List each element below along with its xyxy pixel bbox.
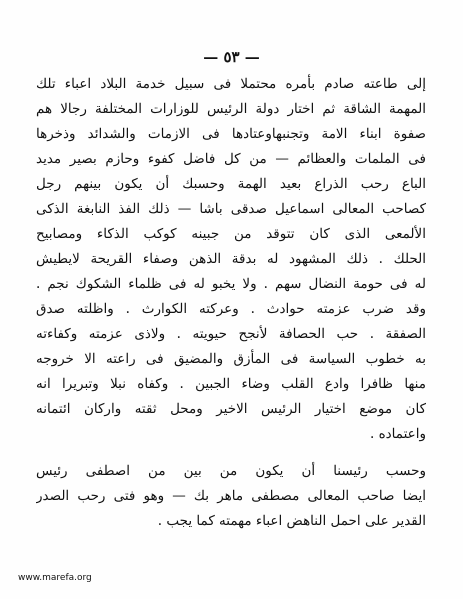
text-line: وحسب رئيسنا أن يكون من بين من اصطفى رئيس	[36, 463, 426, 479]
paragraph-gap	[36, 447, 426, 459]
text-line: واعتماده .	[370, 426, 426, 442]
text-line: كان موضع اختيار الرئيس الاخير ومحل ثقته واركان ائتمانه	[36, 401, 426, 417]
text-line: الصفقة . حب الحصافة لأنجح حيويته . ولاذى عزمته وكفاءته	[36, 326, 426, 342]
page-number: — ٥٣ —	[203, 48, 260, 66]
text-line: الباع رحب الذراع بعيد الهمة وحسبك أن يكون بينهم رجل	[36, 176, 426, 192]
text-line: إلى طاعته صادم بأمره محتملا فى سبيل خدمة البلاد اعباء تلك	[36, 76, 426, 92]
text-line: صفوة ابناء الامة وتجنبهاوعتادها فى الازمات والشدائد وذخرها	[36, 126, 426, 142]
text-line: به خطوب السياسة فى المأزق والمضيق فى راعته الا خروجه	[36, 351, 426, 367]
text-line: فى الملمات والعظائم — من كل فاضل كفوء وحازم بصير مديد	[36, 151, 426, 167]
text-line: الحلك . ذلك المشهود له بدقة الذهن وصفاء القريحة لايطيش	[36, 251, 426, 267]
text-line: المهمة الشاقة ثم اختار دولة الرئيس للوزارات المختلفة رجالا هم	[36, 101, 426, 117]
text-line: الألمعى الذى كان تتوقد من جبينه كوكب الذكاء ومصابيح	[36, 226, 426, 242]
text-line: القدير على احمل الناهض اعباء مهمته كما يجب .	[157, 513, 426, 529]
body-text	[36, 72, 426, 534]
source-url: www.marefa.org	[18, 573, 92, 583]
text-line: وقد ضرب عزمته حوادث . وعركته الكوارث . واظلته صدق	[36, 301, 426, 317]
text-line: ايضا صاحب المعالى مصطفى ماهر بك — وهو فتى رحب الصدر	[36, 488, 426, 504]
text-line: كصاحب المعالى اسماعيل صدقى باشا — ذلك الفذ النابغة الذكى	[36, 201, 426, 217]
text-line: له فى حومة النضال سهم . ولا يخبو له فى ظلماء الشكوك نجم .	[36, 276, 426, 292]
text-line: منها ظافرا وادع القلب وضاء الجبين . وكفاه نبلا وتبريرا انه	[36, 376, 426, 392]
